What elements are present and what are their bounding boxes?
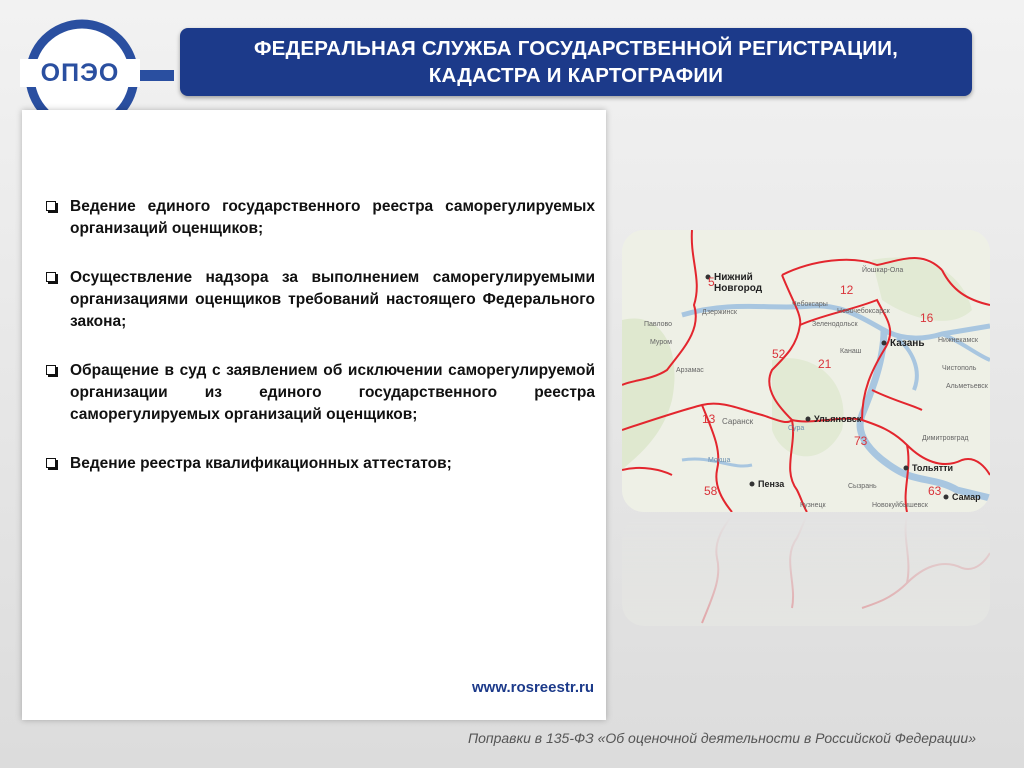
map-city-label: Павлово bbox=[644, 321, 673, 328]
map-city-label: Ульяновск bbox=[814, 414, 862, 424]
checkbox-bullet-icon bbox=[46, 272, 56, 282]
map-city-label: Новокуйбышевск bbox=[872, 502, 928, 509]
map-city-label: Кузнецк bbox=[800, 502, 826, 509]
city-dot-icon bbox=[750, 482, 755, 487]
map-city-label: Зеленодольск bbox=[812, 321, 858, 328]
map-city-label: Тольятти bbox=[912, 463, 954, 473]
map-region-number: 13 bbox=[702, 412, 716, 426]
content-panel bbox=[22, 110, 606, 720]
map-city-label: Йошкар-Ола bbox=[862, 267, 904, 274]
map-city-label: Сызрань bbox=[848, 483, 877, 490]
checkbox-bullet-icon bbox=[46, 365, 56, 375]
map-city-label: Пенза bbox=[758, 479, 785, 489]
list-item: Обращение в суд с заявлением об исключении саморегулируемой организации из единого государственного реестра саморегулируемых организаций оценщиков; bbox=[46, 360, 595, 426]
rosreestr-link[interactable]: www.rosreestr.ru bbox=[472, 679, 594, 696]
map-city-label: Альметьевск bbox=[946, 383, 988, 390]
map-city-label: Сура bbox=[788, 425, 805, 432]
map-region-number: 16 bbox=[920, 311, 934, 325]
city-dot-icon bbox=[904, 466, 909, 471]
list-item: Осуществление надзора за выполнением саморегулируемыми организациями оценщиков требований настоящего Федерального закона; bbox=[46, 267, 595, 333]
map-region-number: 63 bbox=[928, 484, 942, 498]
map-city-label: Казань bbox=[890, 338, 925, 349]
title-line-2: КАДАСТРА И КАРТОГРАФИИ bbox=[428, 64, 724, 87]
map-city-label: Нижний bbox=[714, 272, 753, 283]
map-region-number: 52 bbox=[772, 347, 786, 361]
map-reflection bbox=[622, 516, 990, 626]
checkbox-bullet-icon bbox=[46, 458, 56, 468]
title-line-1: ФЕДЕРАЛЬНАЯ СЛУЖБА ГОСУДАРСТВЕННОЙ РЕГИСТРАЦИИ, bbox=[253, 37, 899, 60]
map-city-label: Дзержинск bbox=[702, 309, 737, 316]
page-title-banner bbox=[180, 28, 972, 96]
map-city-label: Новочебоксарск bbox=[837, 308, 890, 315]
map-region-number: 5 bbox=[708, 275, 715, 289]
map-city-label: Мокша bbox=[708, 457, 731, 464]
map-region-number: 58 bbox=[704, 484, 718, 498]
map-city-label: Канаш bbox=[840, 348, 862, 355]
map-city-label: Новгород bbox=[714, 283, 763, 294]
city-dot-icon bbox=[944, 495, 949, 500]
region-map bbox=[622, 230, 990, 512]
map-region-number: 21 bbox=[818, 357, 832, 371]
functions-list bbox=[46, 196, 595, 502]
map-city-label: Арзамас bbox=[676, 367, 704, 374]
city-dot-icon bbox=[882, 341, 887, 346]
city-dot-icon bbox=[806, 417, 811, 422]
map-city-label: Чистополь bbox=[942, 365, 977, 372]
checkbox-bullet-icon bbox=[46, 201, 56, 211]
map-city-label: Муром bbox=[650, 339, 672, 346]
list-item: Ведение реестра квалификационных аттестатов; bbox=[46, 453, 595, 475]
map-city-label: Саранск bbox=[722, 417, 754, 426]
map-city-label: Нижнекамск bbox=[938, 337, 978, 344]
map-city-label: Самар bbox=[952, 492, 981, 502]
list-item: Ведение единого государственного реестра саморегулируемых организаций оценщиков; bbox=[46, 196, 595, 240]
map-region-number: 73 bbox=[854, 434, 868, 448]
logo-text: ОПЭО bbox=[40, 59, 120, 87]
map-region-number: 12 bbox=[840, 283, 854, 297]
map-city-label: Димитровград bbox=[922, 435, 969, 442]
map-city-label: Чебоксары bbox=[792, 301, 828, 308]
footer-caption: Поправки в 135-ФЗ «Об оценочной деятельности в Российской Федерации» bbox=[467, 730, 976, 746]
